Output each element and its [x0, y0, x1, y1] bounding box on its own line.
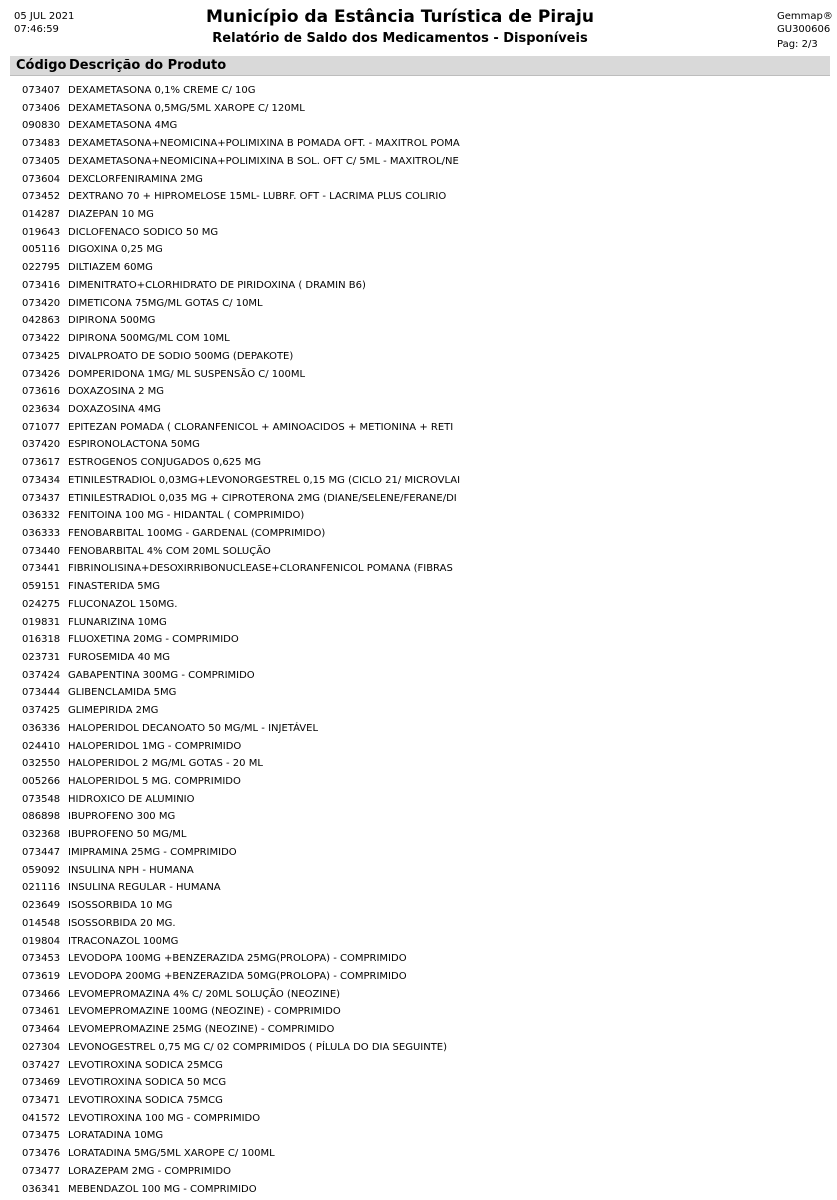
table-row [10, 1057, 477, 1075]
product-code: 073440 [22, 545, 61, 557]
product-description: ISOSSORBIDA 10 MG [68, 900, 173, 912]
product-code: 021116 [22, 882, 61, 894]
product-description: DIMENITRATO+CLORHIDRATO DE PIRIDOXINA ( DRAMIN B6) [68, 279, 366, 291]
product-code: 071077 [22, 421, 61, 433]
product-code: 016318 [22, 634, 61, 646]
product-code: 073466 [22, 988, 61, 1000]
product-code: 023649 [22, 900, 61, 912]
product-code: 073407 [22, 85, 61, 96]
report-date: 05 JUL 2021 [14, 11, 75, 22]
table-row [10, 684, 477, 702]
product-description: DEXAMETASONA 0,5MG/5ML XAROPE C/ 120ML [68, 102, 305, 114]
table-row [10, 631, 477, 649]
product-description: LORATADINA 5MG/5ML XAROPE C/ 100ML [68, 1148, 275, 1160]
product-code: 073469 [22, 1077, 61, 1089]
product-code: 073441 [22, 563, 61, 575]
product-code: 019804 [22, 935, 61, 947]
table-row [10, 490, 477, 508]
product-description: DICLOFENACO SODICO 50 MG [68, 226, 219, 238]
table-row [10, 879, 477, 897]
table-row [10, 117, 477, 135]
product-description: MEBENDAZOL 100 MG - COMPRIMIDO [68, 1183, 257, 1195]
product-description: LEVOTIROXINA SODICA 50 MCG [68, 1077, 227, 1089]
product-description: FENOBARBITAL 4% COM 20ML SOLUÇÃO [68, 545, 271, 557]
table-row [10, 844, 477, 862]
product-description: DOMPERIDONA 1MG/ ML SUSPENSÃO C/ 100ML [68, 368, 306, 380]
product-description: DIVALPROATO DE SODIO 500MG (DEPAKOTE) [68, 350, 294, 362]
product-description: FENITOINA 100 MG - HIDANTAL ( COMPRIMIDO) [68, 510, 305, 522]
table-row [10, 525, 477, 543]
product-description: DEXCLORFENIRAMINA 2MG [68, 173, 203, 185]
product-code: 037424 [22, 669, 61, 681]
product-description: DIPIRONA 500MG [68, 315, 156, 327]
product-code: 073447 [22, 846, 61, 858]
product-description: FENOBARBITAL 100MG - GARDENAL (COMPRIMIDO) [68, 527, 326, 539]
product-description: LORAZEPAM 2MG - COMPRIMIDO [68, 1165, 231, 1177]
product-code: 005266 [22, 776, 61, 788]
product-code: 036333 [22, 527, 61, 539]
table-row [10, 738, 477, 756]
product-code: 014287 [22, 209, 61, 221]
product-description: DIMETICONA 75MG/ML GOTAS C/ 10ML [68, 297, 263, 309]
product-code: 073464 [22, 1024, 61, 1036]
product-description: LEVODOPA 200MG +BENZERAZIDA 50MG(PROLOPA) - COMPRIMIDO [68, 970, 407, 982]
product-code: 022795 [22, 262, 61, 274]
report-datetime [14, 10, 74, 36]
product-description: FLUCONAZOL 150MG. [68, 598, 178, 610]
table-row [10, 472, 477, 490]
product-code: 037425 [22, 705, 61, 717]
table-row [10, 933, 477, 951]
product-code: 032368 [22, 829, 61, 841]
product-description: INSULINA NPH - HUMANA [68, 864, 194, 876]
product-description: FINASTERIDA 5MG [68, 581, 160, 593]
product-description: GABAPENTINA 300MG - COMPRIMIDO [68, 669, 255, 681]
table-row [10, 950, 477, 968]
product-description: INSULINA REGULAR - HUMANA [68, 882, 221, 894]
table-row [10, 897, 477, 915]
product-description: DEXAMETASONA 4MG [68, 120, 178, 132]
report-time: 07:46:59 [14, 24, 59, 35]
product-code: 073617 [22, 457, 61, 469]
product-description: FIBRINOLISINA+DESOXIRRIBONUCLEASE+CLORANFENICOL POMANA (FIBRAS [68, 563, 453, 575]
product-description: DEXAMETASONA+NEOMICINA+POLIMIXINA B SOL. OFT C/ 5ML - MAXITROL/NE [68, 155, 459, 167]
product-description: FUROSEMIDA 40 MG [68, 652, 170, 663]
product-description: HALOPERIDOL 2 MG/ML GOTAS - 20 ML [68, 758, 263, 770]
product-code: 073426 [22, 368, 61, 380]
table-row [10, 171, 477, 189]
product-code: 086898 [22, 811, 61, 823]
table-row [10, 277, 477, 295]
product-code: 073425 [22, 350, 61, 362]
product-description: ETINILESTRADIOL 0,035 MG + CIPROTERONA 2MG (DIANE/SELENE/FERANE/DI [68, 492, 457, 504]
table-row [10, 419, 477, 437]
table-row [10, 560, 477, 578]
product-description: DILTIAZEM 60MG [68, 262, 153, 274]
product-code: 073477 [22, 1165, 61, 1177]
product-description: LEVOMEPROMAZINE 100MG (NEOZINE) - COMPRIMIDO [68, 1006, 341, 1018]
table-row [10, 808, 477, 826]
table-row [10, 206, 477, 224]
table-row [10, 915, 477, 933]
table-row [10, 1145, 477, 1163]
table-row [10, 1039, 477, 1057]
product-description: DIPIRONA 500MG/ML COM 10ML [68, 333, 230, 345]
table-row [10, 1074, 477, 1092]
product-description: DOXAZOSINA 2 MG [68, 386, 165, 398]
table-row [10, 507, 477, 525]
product-code: 024275 [22, 598, 61, 610]
table-row [10, 773, 477, 791]
table-row [10, 1127, 477, 1145]
product-code: 073453 [22, 953, 61, 965]
table-row [10, 241, 477, 259]
product-code: 073616 [22, 386, 61, 398]
product-code: 005116 [22, 244, 61, 256]
column-code-header: Código [16, 58, 67, 73]
product-description: EPITEZAN POMADA ( CLORANFENICOL + AMINOACIDOS + METIONINA + RETI [68, 421, 454, 433]
table-row [10, 188, 477, 206]
product-code: 014548 [22, 917, 61, 929]
product-description: DEXTRANO 70 + HIPROMELOSE 15ML- LUBRF. OFT - LACRIMA PLUS COLIRIO [68, 191, 447, 203]
product-code: 090830 [22, 120, 61, 132]
product-description: DEXAMETASONA 0,1% CREME C/ 10G [68, 85, 256, 96]
report-subtitle: Relatório de Saldo dos Medicamentos - Disponíveis [212, 31, 588, 46]
table-row [10, 614, 477, 632]
product-description: FLUNARIZINA 10MG [68, 616, 167, 628]
product-description: LEVOMEPROMAZINE 25MG (NEOZINE) - COMPRIMIDO [68, 1024, 335, 1036]
product-description: GLIMEPIRIDA 2MG [68, 705, 159, 717]
table-row [10, 1003, 477, 1021]
product-code: 036341 [22, 1183, 61, 1195]
product-description: IMIPRAMINA 25MG - COMPRIMIDO [68, 846, 237, 858]
product-code: 073476 [22, 1148, 61, 1160]
report-code: GU300606 [777, 24, 831, 35]
product-code: 041572 [22, 1112, 61, 1124]
product-description: LORATADINA 10MG [68, 1130, 164, 1142]
product-code: 073471 [22, 1094, 61, 1106]
table-row [10, 649, 477, 667]
table-row [10, 1110, 477, 1128]
product-code: 073437 [22, 492, 61, 504]
product-description: LEVODOPA 100MG +BENZERAZIDA 25MG(PROLOPA) - COMPRIMIDO [68, 953, 407, 965]
table-row [10, 791, 477, 809]
product-code: 073604 [22, 173, 61, 185]
product-description: LEVOTIROXINA 100 MG - COMPRIMIDO [68, 1112, 261, 1124]
product-code: 019643 [22, 226, 61, 238]
medication-list [10, 82, 477, 1198]
table-row [10, 986, 477, 1004]
product-description: DIGOXINA 0,25 MG [68, 244, 163, 256]
product-description: LEVONOGESTREL 0,75 MG C/ 02 COMPRIMIDOS ( PÍLULA DO DIA SEGUINTE) [68, 1041, 448, 1053]
table-row [10, 702, 477, 720]
product-code: 032550 [22, 758, 61, 770]
product-code: 073452 [22, 191, 61, 203]
product-description: HALOPERIDOL DECANOATO 50 MG/ML - INJETÁVEL [68, 722, 319, 734]
product-code: 073444 [22, 687, 61, 699]
table-row [10, 1021, 477, 1039]
table-row [10, 295, 477, 313]
report-heading [150, 6, 650, 48]
table-row [10, 436, 477, 454]
product-code: 024410 [22, 740, 61, 752]
product-description: DOXAZOSINA 4MG [68, 403, 161, 415]
product-code: 073461 [22, 1006, 61, 1018]
table-row [10, 135, 477, 153]
product-code: 073434 [22, 474, 61, 486]
column-description-header: Descrição do Produto [69, 58, 227, 73]
report-meta [777, 10, 837, 51]
table-row [10, 826, 477, 844]
product-code: 073483 [22, 138, 61, 150]
product-description: ETINILESTRADIOL 0,03MG+LEVONORGESTREL 0,15 MG (CICLO 21/ MICROVLAI [68, 474, 461, 486]
table-row [10, 366, 477, 384]
table-row [10, 383, 477, 401]
table-row [10, 755, 477, 773]
product-code: 059092 [22, 864, 61, 876]
product-code: 037420 [22, 439, 61, 451]
product-code: 073422 [22, 333, 61, 345]
product-code: 073416 [22, 279, 61, 291]
table-row [10, 578, 477, 596]
product-code: 036332 [22, 510, 61, 522]
table-row [10, 348, 477, 366]
table-row [10, 862, 477, 880]
table-row [10, 667, 477, 685]
table-row [10, 312, 477, 330]
table-row [10, 100, 477, 118]
product-code: 059151 [22, 581, 61, 593]
product-description: IBUPROFENO 300 MG [68, 811, 176, 823]
product-description: LEVOTIROXINA SODICA 25MCG [68, 1059, 223, 1071]
product-code: 019831 [22, 616, 61, 628]
product-description: ESPIRONOLACTONA 50MG [68, 439, 200, 451]
table-row [10, 543, 477, 561]
product-code: 073406 [22, 102, 61, 114]
table-row [10, 454, 477, 472]
product-description: ITRACONAZOL 100MG [68, 935, 179, 947]
product-code: 073548 [22, 793, 61, 805]
table-row [10, 153, 477, 171]
system-name: Gemmap® [777, 11, 833, 22]
product-code: 042863 [22, 315, 61, 327]
product-code: 037427 [22, 1059, 61, 1071]
product-description: FLUOXETINA 20MG - COMPRIMIDO [68, 634, 239, 646]
product-code: 073405 [22, 155, 61, 167]
table-row [10, 1092, 477, 1110]
product-description: LEVOTIROXINA SODICA 75MCG [68, 1094, 223, 1106]
column-header [10, 56, 830, 76]
product-code: 073475 [22, 1130, 61, 1142]
product-description: DEXAMETASONA+NEOMICINA+POLIMIXINA B POMADA OFT. - MAXITROL POMA [68, 138, 460, 150]
table-row [10, 720, 477, 738]
table-row [10, 1163, 477, 1181]
table-row [10, 224, 477, 242]
table-row [10, 596, 477, 614]
product-description: LEVOMEPROMAZINA 4% C/ 20ML SOLUÇÃO (NEOZINE) [68, 988, 341, 1000]
table-row [10, 82, 477, 100]
product-code: 027304 [22, 1041, 61, 1053]
product-description: HALOPERIDOL 5 MG. COMPRIMIDO [68, 776, 241, 788]
product-code: 073420 [22, 297, 61, 309]
product-description: DIAZEPAN 10 MG [68, 209, 154, 221]
table-row [10, 259, 477, 277]
table-row [10, 1181, 477, 1199]
product-code: 023634 [22, 403, 61, 415]
product-description: HALOPERIDOL 1MG - COMPRIMIDO [68, 740, 242, 752]
product-description: ISOSSORBIDA 20 MG. [68, 917, 176, 929]
table-row [10, 968, 477, 986]
product-code: 023731 [22, 652, 61, 663]
product-description: ESTROGENOS CONJUGADOS 0,625 MG [68, 457, 262, 469]
product-description: IBUPROFENO 50 MG/ML [68, 829, 187, 841]
report-title: Município da Estância Turística de Piraju [205, 7, 594, 27]
table-row [10, 330, 477, 348]
product-code: 036336 [22, 722, 61, 734]
page-number: Pag: 2/3 [777, 39, 818, 50]
table-row [10, 401, 477, 419]
product-description: GLIBENCLAMIDA 5MG [68, 687, 177, 699]
product-description: HIDROXICO DE ALUMINIO [68, 793, 195, 805]
product-code: 073619 [22, 970, 61, 982]
